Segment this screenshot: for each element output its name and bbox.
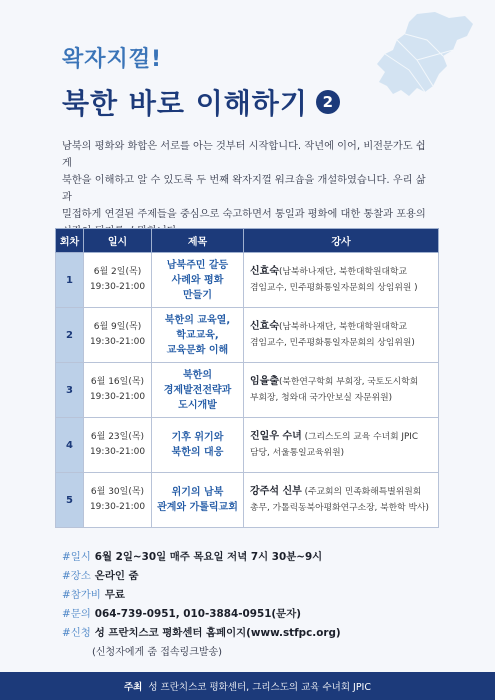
info-contact-value: 064-739-0951, 010-3884-0951(문자) xyxy=(94,608,301,620)
info-schedule-label: #일시 xyxy=(62,551,91,563)
info-apply-note: (신청자에게 줌 접속링크발송) xyxy=(92,647,223,658)
session-number: 4 xyxy=(56,418,84,473)
lecturer-affiliation: 총무, 가톨릭동북아평화연구소장, 북한학 박사) xyxy=(250,503,429,513)
lecturer-affiliation: 담당, 서울통일교육위원) xyxy=(250,448,345,458)
table-header-row xyxy=(56,229,439,253)
table-row xyxy=(56,473,439,528)
session-datetime xyxy=(84,473,152,528)
lecturer-name: 진일우 수녀 xyxy=(250,431,302,442)
info-fee-label: #참가비 xyxy=(62,589,101,601)
topic-line: 위기의 남북 xyxy=(171,487,224,498)
table-row xyxy=(56,253,439,308)
lecturer-affiliation: 겸임교수, 민주평화통일자문회의 상임위원 ) xyxy=(250,283,418,293)
topic-line: 경제발전전략과 xyxy=(163,384,232,396)
event-info xyxy=(62,548,341,662)
intro-line: 남북의 평화와 화합은 서로를 아는 것부터 시작합니다. 작년에 이어, 비전문가도 쉽게 xyxy=(62,141,426,169)
session-topic xyxy=(152,473,244,528)
info-apply-row xyxy=(62,624,341,643)
topic-line: 학교교육, xyxy=(176,329,219,341)
session-topic xyxy=(152,418,244,473)
session-number: 1 xyxy=(56,253,84,308)
topic-line: 북한의 대응 xyxy=(171,447,224,458)
header-date: 일시 xyxy=(84,229,152,253)
session-number: 5 xyxy=(56,473,84,528)
info-fee-value: 무료 xyxy=(104,589,125,601)
intro-line: 북한을 이해하고 알 수 있도록 두 번째 왁자지껄 워크숍을 개설하였습니다. 우리 삶과 xyxy=(62,175,426,203)
lecturer-affiliation: 겸임교수, 민주평화통일자문회의 상임위원) xyxy=(250,338,415,348)
info-contact-row xyxy=(62,605,341,624)
session-datetime xyxy=(84,308,152,363)
lecturer-affiliation: 부회장, 청와대 국가안보실 자문위원) xyxy=(250,393,393,403)
footer-hosts: 성 프란치스코 평화센터, 그리스도의 교육 수녀회 JPIC xyxy=(148,682,371,693)
session-topic xyxy=(152,363,244,418)
lecturer-affiliation: (그리스도의 교육 수녀회 JPIC xyxy=(304,432,419,442)
footer-label: 주최 xyxy=(123,682,143,693)
info-schedule-row xyxy=(62,548,341,567)
session-datetime xyxy=(84,363,152,418)
intro-paragraph xyxy=(62,138,434,240)
session-date: 6월 2일(목) xyxy=(93,267,142,277)
topic-line: 남북주민 갈등 xyxy=(166,259,229,271)
session-time: 19:30-21:00 xyxy=(89,447,146,457)
table-row xyxy=(56,363,439,418)
schedule-table xyxy=(55,228,439,528)
info-contact-label: #문의 xyxy=(62,608,91,620)
header-subtitle: 왁자지껄! xyxy=(62,47,163,72)
topic-line: 북한의 교육열, xyxy=(164,314,231,326)
session-date: 6월 9일(목) xyxy=(93,322,142,332)
lecturer-affiliation: (북한연구학회 부회장, 국토도시학회 xyxy=(278,377,419,387)
footer-bar xyxy=(0,672,495,700)
session-topic xyxy=(152,308,244,363)
lecturer-name: 신효숙 xyxy=(250,321,279,332)
session-number: 2 xyxy=(56,308,84,363)
session-date: 6월 30일(목) xyxy=(90,487,145,497)
topic-line: 도시개발 xyxy=(178,399,217,411)
session-time: 19:30-21:00 xyxy=(89,282,146,292)
lecturer-affiliation: (남북하나재단, 북한대학원대학교 xyxy=(278,322,407,332)
intro-line: 밀접하게 연결된 주제들을 중심으로 숙고하면서 통일과 평화에 대한 통찰과 포용의 xyxy=(62,209,426,220)
session-lecturer xyxy=(244,253,439,308)
info-apply-link[interactable]: 성 프란치스코 평화센터 홈페이지(www.stfpc.org) xyxy=(94,627,341,639)
info-fee-row xyxy=(62,586,341,605)
lecturer-name: 임을출 xyxy=(250,376,279,387)
lecturer-name: 강주석 신부 xyxy=(250,486,302,497)
topic-line: 기후 위기와 xyxy=(171,432,224,443)
session-topic xyxy=(152,253,244,308)
header-session: 회차 xyxy=(56,229,84,253)
info-place-row xyxy=(62,567,341,586)
header-title-row xyxy=(62,82,340,122)
session-time: 19:30-21:00 xyxy=(89,337,146,347)
info-place-value: 온라인 줌 xyxy=(94,570,139,582)
session-lecturer xyxy=(244,308,439,363)
info-schedule-value: 6월 2일~30일 매주 목요일 저녁 7시 30분~9시 xyxy=(94,551,323,563)
session-time: 19:30-21:00 xyxy=(89,502,146,512)
header-lecturer: 강사 xyxy=(244,229,439,253)
series-number-badge: 2 xyxy=(316,90,340,114)
header-topic: 제목 xyxy=(152,229,244,253)
table-row xyxy=(56,308,439,363)
session-datetime xyxy=(84,418,152,473)
lecturer-affiliation: (주교회의 민족화해특별위원회 xyxy=(304,487,422,497)
session-lecturer xyxy=(244,418,439,473)
table-row xyxy=(56,418,439,473)
info-place-label: #장소 xyxy=(62,570,91,582)
lecturer-name: 신효숙 xyxy=(250,266,279,277)
topic-line: 만들기 xyxy=(183,289,212,301)
session-date: 6월 23일(목) xyxy=(90,432,145,442)
topic-line: 사례와 평화 xyxy=(171,274,224,286)
info-apply-label: #신청 xyxy=(62,627,91,639)
session-number: 3 xyxy=(56,363,84,418)
session-lecturer xyxy=(244,473,439,528)
lecturer-affiliation: (남북하나재단, 북한대학원대학교 xyxy=(278,267,407,277)
page-title: 북한 바로 이해하기 xyxy=(62,87,308,120)
session-time: 19:30-21:00 xyxy=(89,392,146,402)
topic-line: 북한의 xyxy=(183,369,212,381)
session-date: 6월 16일(목) xyxy=(90,377,145,387)
korean-peninsula-map-icon xyxy=(357,10,477,150)
topic-line: 관계와 가톨릭교회 xyxy=(157,502,238,513)
topic-line: 교육문화 이해 xyxy=(166,344,229,356)
session-lecturer xyxy=(244,363,439,418)
session-datetime xyxy=(84,253,152,308)
